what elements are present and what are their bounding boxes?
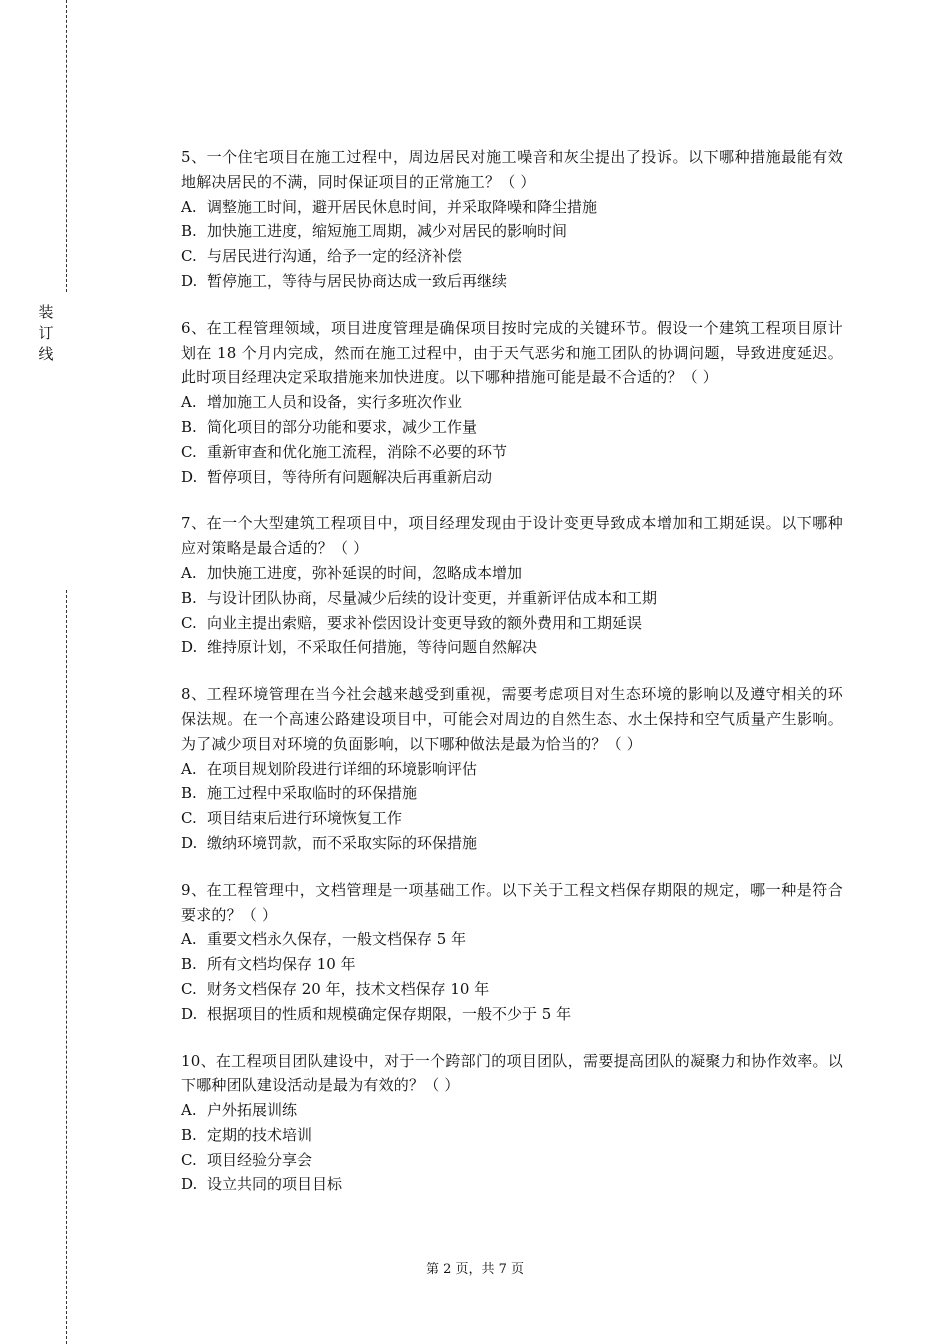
option-b xyxy=(181,1123,843,1148)
question-stem: 8、工程环境管理在当今社会越来越受到重视，需要考虑项目对生态环境的影响以及遵守相关的环保法规。在一个高速公路建设项目中，可能会对周边的自然生态、水土保持和空气质量产生影响。为了减少项目对环境的负面影响，以下哪种做法是最为恰当的？（ ） xyxy=(181,685,843,753)
option-text: 简化项目的部分功能和要求，减少工作量 xyxy=(207,417,478,436)
option-c xyxy=(181,1148,843,1173)
option-letter: B. xyxy=(181,784,197,803)
option-text: 根据项目的性质和规模确定保存期限，一般不少于 5 年 xyxy=(207,1004,572,1023)
option-letter: B. xyxy=(181,417,197,436)
option-list xyxy=(181,927,843,1026)
option-c xyxy=(181,806,843,831)
question-5 xyxy=(181,145,843,294)
option-a xyxy=(181,757,843,782)
option-letter: D. xyxy=(181,1004,198,1023)
option-c xyxy=(181,977,843,1002)
binding-char: 订 xyxy=(38,324,54,342)
option-d xyxy=(181,831,843,856)
option-b xyxy=(181,219,843,244)
option-letter: C. xyxy=(181,247,197,266)
option-text: 向业主提出索赔，要求补偿因设计变更导致的额外费用和工期延误 xyxy=(207,613,643,632)
option-letter: D. xyxy=(181,638,198,657)
option-letter: B. xyxy=(181,955,197,974)
option-c xyxy=(181,611,843,636)
question-stem: 7、在一个大型建筑工程项目中，项目经理发现由于设计变更导致成本增加和工期延误。以下哪种应对策略是最合适的？（ ） xyxy=(181,514,843,558)
option-list xyxy=(181,195,843,294)
option-letter: A. xyxy=(181,563,197,582)
option-d xyxy=(181,269,843,294)
option-letter: B. xyxy=(181,1125,197,1144)
binding-char: 装 xyxy=(38,303,54,321)
option-letter: A. xyxy=(181,759,197,778)
option-a xyxy=(181,561,843,586)
option-d xyxy=(181,635,843,660)
option-text: 缴纳环境罚款，而不采取实际的环保措施 xyxy=(207,833,478,852)
option-b xyxy=(181,415,843,440)
option-text: 暂停项目，等待所有问题解决后再重新启动 xyxy=(207,467,493,486)
option-c xyxy=(181,244,843,269)
binding-char: 线 xyxy=(38,345,54,363)
option-text: 与设计团队协商，尽量减少后续的设计变更，并重新评估成本和工期 xyxy=(207,588,658,607)
option-text: 施工过程中采取临时的环保措施 xyxy=(207,784,418,803)
option-text: 设立共同的项目目标 xyxy=(207,1175,343,1194)
question-stem: 5、一个住宅项目在施工过程中，周边居民对施工噪音和灰尘提出了投诉。以下哪种措施最能有效地解决居民的不满，同时保证项目的正常施工？（ ） xyxy=(181,148,843,191)
binding-line-bottom xyxy=(66,590,67,1344)
option-list xyxy=(181,1098,843,1197)
option-list xyxy=(181,757,843,856)
option-text: 项目经验分享会 xyxy=(207,1150,313,1169)
option-d xyxy=(181,465,843,490)
option-text: 重新审查和优化施工流程，消除不必要的环节 xyxy=(207,442,508,461)
option-letter: A. xyxy=(181,197,197,216)
option-letter: D. xyxy=(181,467,198,486)
option-text: 增加施工人员和设备，实行多班次作业 xyxy=(207,393,463,412)
option-list xyxy=(181,390,843,489)
option-a xyxy=(181,195,843,220)
option-c xyxy=(181,440,843,465)
option-text: 在项目规划阶段进行详细的环境影响评估 xyxy=(207,759,478,778)
question-7 xyxy=(181,511,843,660)
question-6 xyxy=(181,316,843,490)
question-list xyxy=(181,145,843,1219)
option-a xyxy=(181,1098,843,1123)
option-letter: B. xyxy=(181,588,197,607)
option-b xyxy=(181,952,843,977)
option-letter: C. xyxy=(181,1150,197,1169)
option-list xyxy=(181,561,843,660)
option-letter: D. xyxy=(181,271,198,290)
option-text: 与居民进行沟通，给予一定的经济补偿 xyxy=(207,247,463,266)
option-letter: D. xyxy=(181,1175,198,1194)
option-text: 维持原计划，不采取任何措施，等待问题自然解决 xyxy=(207,638,538,657)
question-stem: 6、在工程管理领域，项目进度管理是确保项目按时完成的关键环节。假设一个建筑工程项目原计划在 18 个月内完成，然而在施工过程中，由于天气恶劣和施工团队的协调问题，导致进度延迟。此时项目经理决定采取措施来加快进度。以下哪种措施可能是最不合适的？（ ） xyxy=(181,318,843,387)
question-10 xyxy=(181,1049,843,1198)
option-text: 定期的技术培训 xyxy=(207,1125,313,1144)
option-text: 暂停施工，等待与居民协商达成一致后再继续 xyxy=(207,271,508,290)
option-letter: C. xyxy=(181,613,197,632)
question-9 xyxy=(181,878,843,1027)
binding-line-top xyxy=(66,0,67,292)
option-b xyxy=(181,586,843,611)
question-stem: 10、在工程项目团队建设中，对于一个跨部门的项目团队，需要提高团队的凝聚力和协作效率。以下哪种团队建设活动是最为有效的？（ ） xyxy=(181,1051,843,1095)
page-number: 第 2 页，共 7 页 xyxy=(425,1262,525,1277)
option-text: 财务文档保存 20 年，技术文档保存 10 年 xyxy=(207,979,490,998)
option-text: 加快施工进度，弥补延误的时间，忽略成本增加 xyxy=(207,563,523,582)
option-d xyxy=(181,1002,843,1027)
option-a xyxy=(181,927,843,952)
option-b xyxy=(181,781,843,806)
option-letter: C. xyxy=(181,809,197,828)
option-letter: C. xyxy=(181,442,197,461)
option-letter: B. xyxy=(181,222,197,241)
question-8 xyxy=(181,682,843,856)
option-letter: C. xyxy=(181,979,197,998)
question-stem: 9、在工程管理中，文档管理是一项基础工作。以下关于工程文档保存期限的规定，哪一种是符合要求的？（ ） xyxy=(181,880,843,924)
option-text: 重要文档永久保存，一般文档保存 5 年 xyxy=(207,930,467,949)
option-letter: D. xyxy=(181,833,198,852)
binding-label xyxy=(34,302,58,365)
option-text: 户外拓展训练 xyxy=(207,1101,298,1120)
option-text: 调整施工时间，避开居民休息时间，并采取降噪和降尘措施 xyxy=(207,197,598,216)
option-letter: A. xyxy=(181,930,197,949)
option-a xyxy=(181,390,843,415)
option-letter: A. xyxy=(181,1101,197,1120)
option-letter: A. xyxy=(181,393,197,412)
option-text: 所有文档均保存 10 年 xyxy=(207,955,356,974)
option-d xyxy=(181,1172,843,1197)
option-text: 加快施工进度，缩短施工周期，减少对居民的影响时间 xyxy=(207,222,568,241)
option-text: 项目结束后进行环境恢复工作 xyxy=(207,809,403,828)
